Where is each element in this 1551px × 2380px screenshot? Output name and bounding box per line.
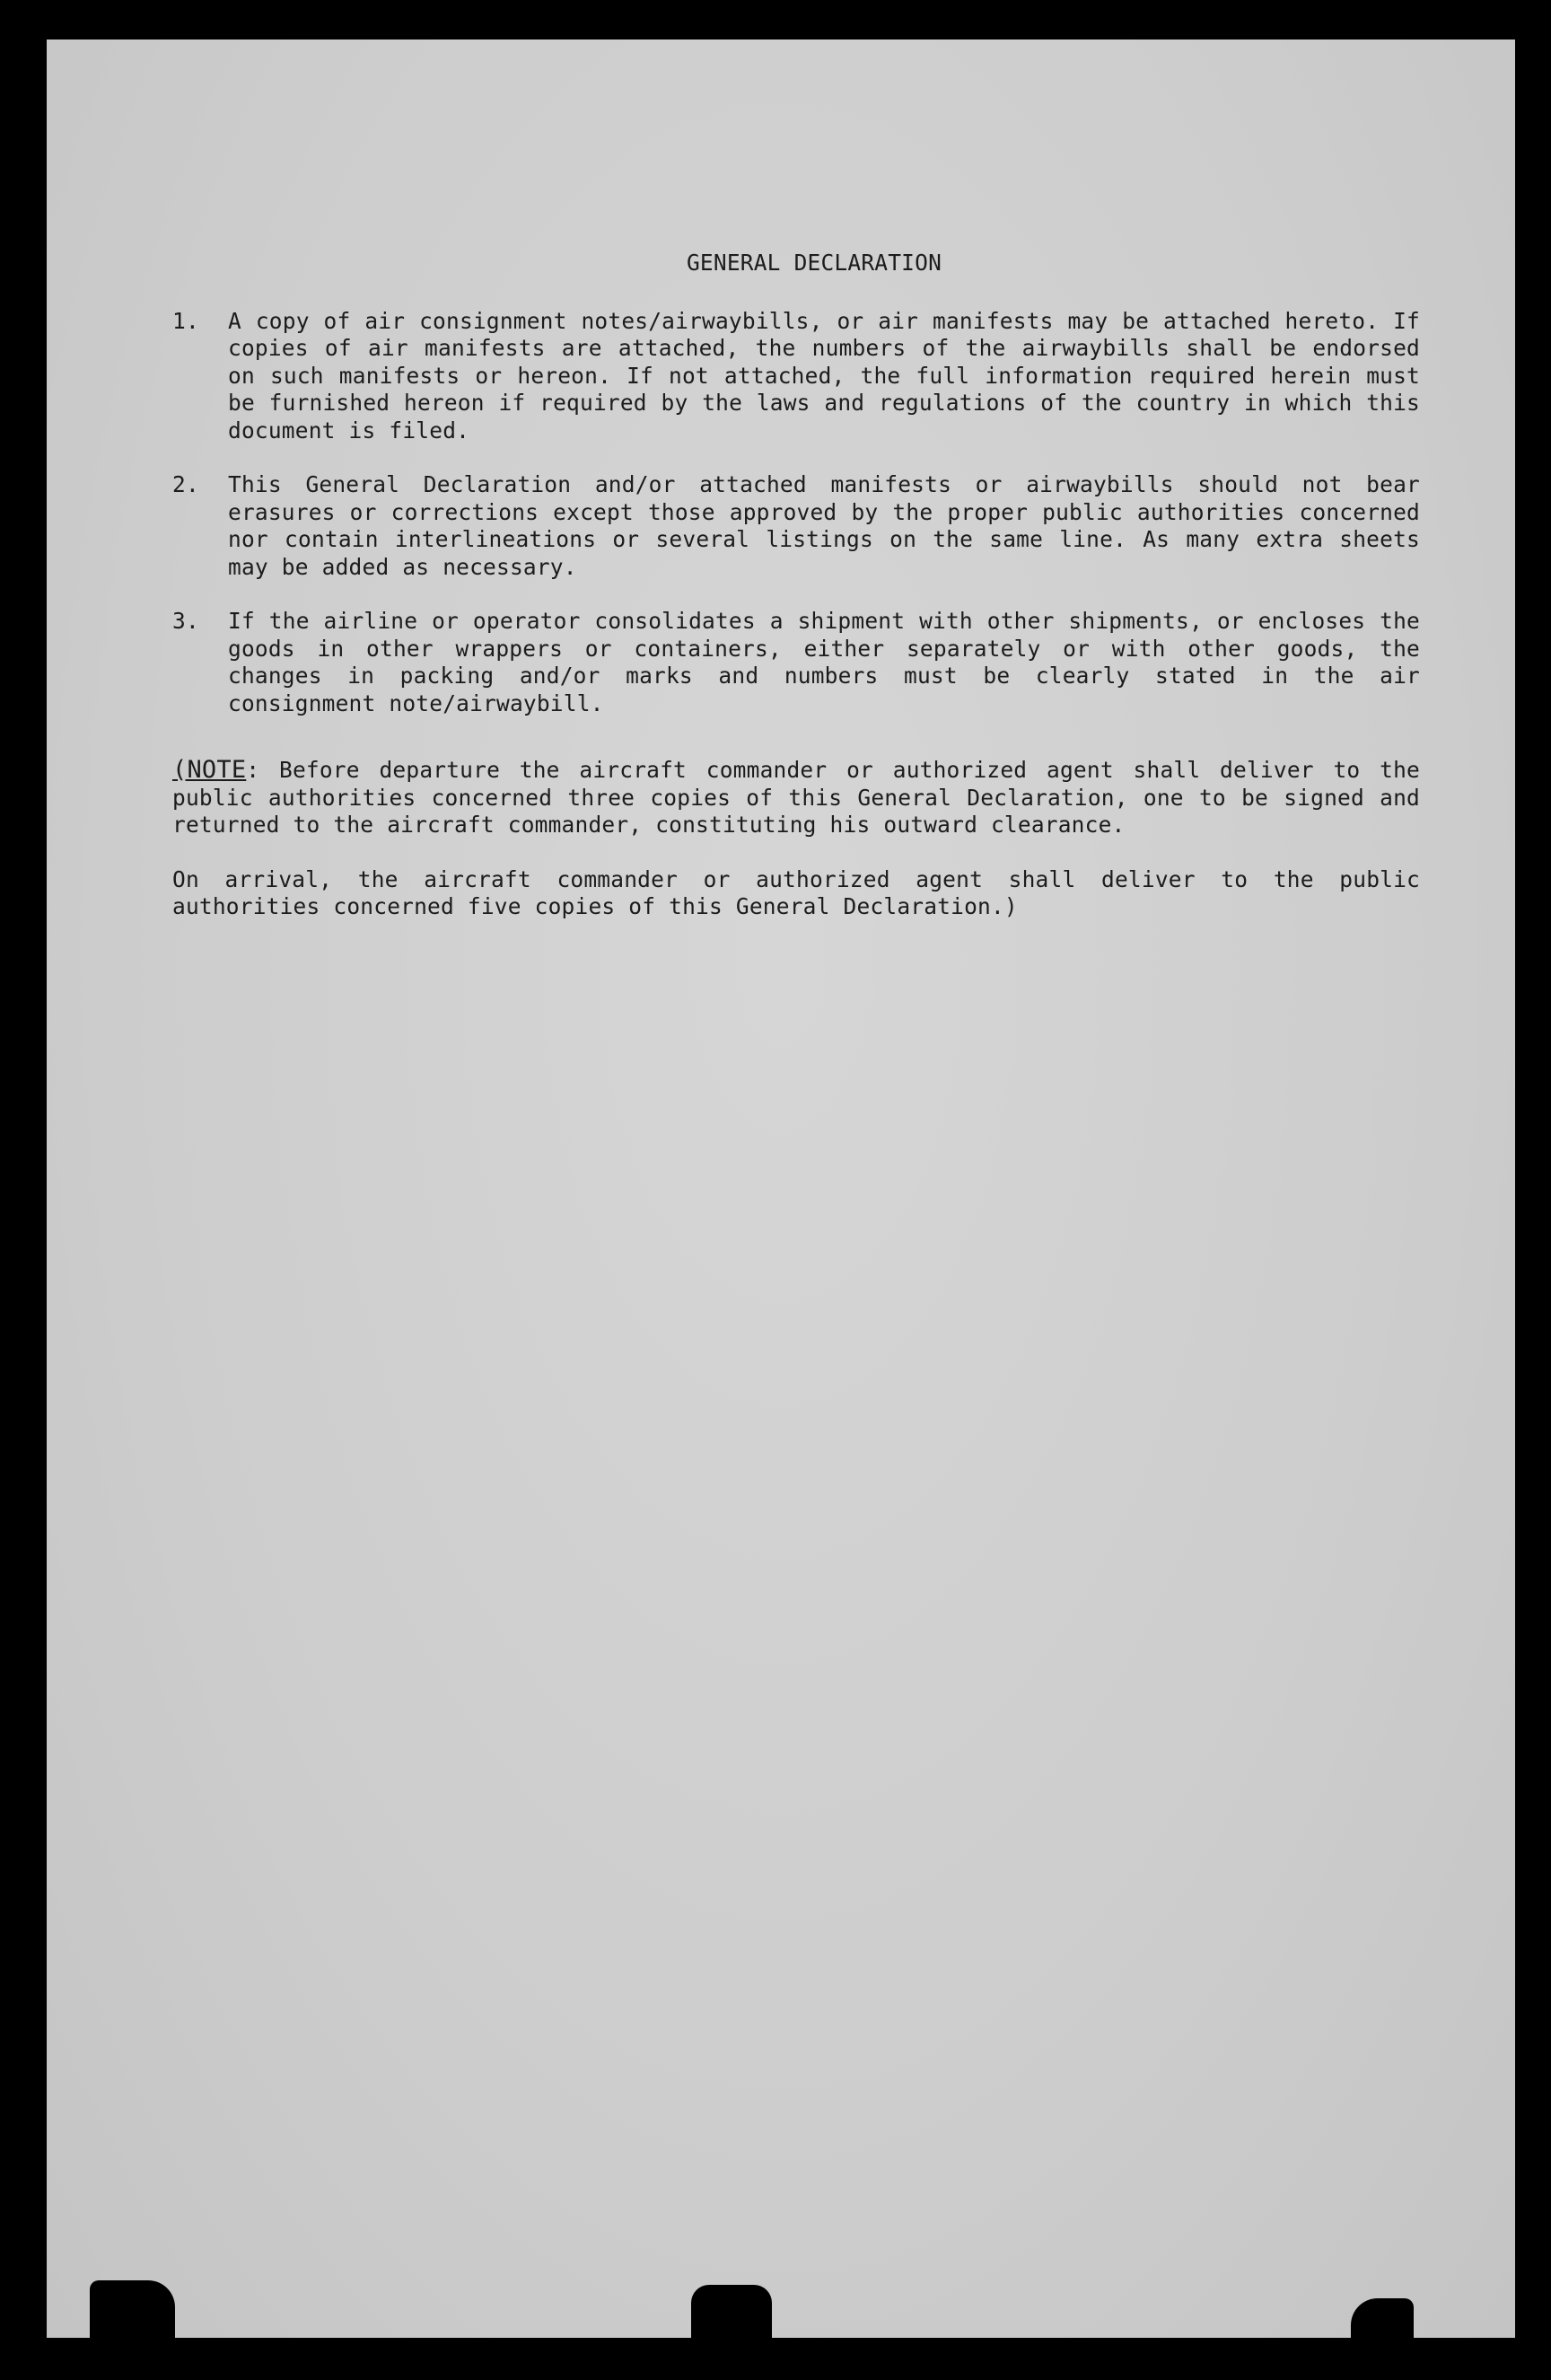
item-text: If the airline or operator consolidates a shipment with other shipments, or encloses the goods in other wrappers or containers, either separately or with other goods, the changes in packing and/or marks and numbers must be clearly stated in the air consignment note/airwaybill. xyxy=(228,608,1420,716)
arrival-paragraph: On arrival, the aircraft commander or authorized agent shall deliver to the public authorities concerned five copies of this General Declaration.) xyxy=(172,865,1420,919)
item-text: A copy of air consignment notes/airwaybills, or air manifests may be attached hereto. If copies of air manifests are attached, the numbers of the airwaybills shall be endorsed on such manifests or hereon. If not attached, the full information required herein must be furnished hereon if required by the laws and regulations of the country in which this document is filed. xyxy=(228,307,1420,444)
declaration-text xyxy=(172,250,1420,921)
note-paragraph xyxy=(172,757,1420,839)
item-number: 2. xyxy=(172,471,199,497)
note-text: : Before departure the aircraft commander or authorized agent shall deliver to the public authorities concerned three copies of this General Declaration, one to be signed and returned to the aircraft commander, constituting his outward clearance. xyxy=(172,757,1420,838)
scan-blot xyxy=(691,2285,772,2380)
item-number: 3. xyxy=(172,608,199,634)
list-item xyxy=(172,471,1420,581)
list-item xyxy=(172,308,1420,445)
scan-blot xyxy=(90,2280,175,2380)
item-number: 1. xyxy=(172,307,199,334)
document-title: GENERAL DECLARATION xyxy=(686,250,942,276)
document-page xyxy=(47,40,1515,2338)
scan-blot xyxy=(1351,2298,1414,2380)
item-text: This General Declaration and/or attached manifests or airwaybills should not bear erasures or corrections except those approved by the proper public authorities concerned nor contain interlineations or several listings on the same line. As many extra sheets may be added as necessary. xyxy=(228,471,1420,580)
list-item xyxy=(172,608,1420,717)
note-label: (NOTE xyxy=(172,756,247,784)
